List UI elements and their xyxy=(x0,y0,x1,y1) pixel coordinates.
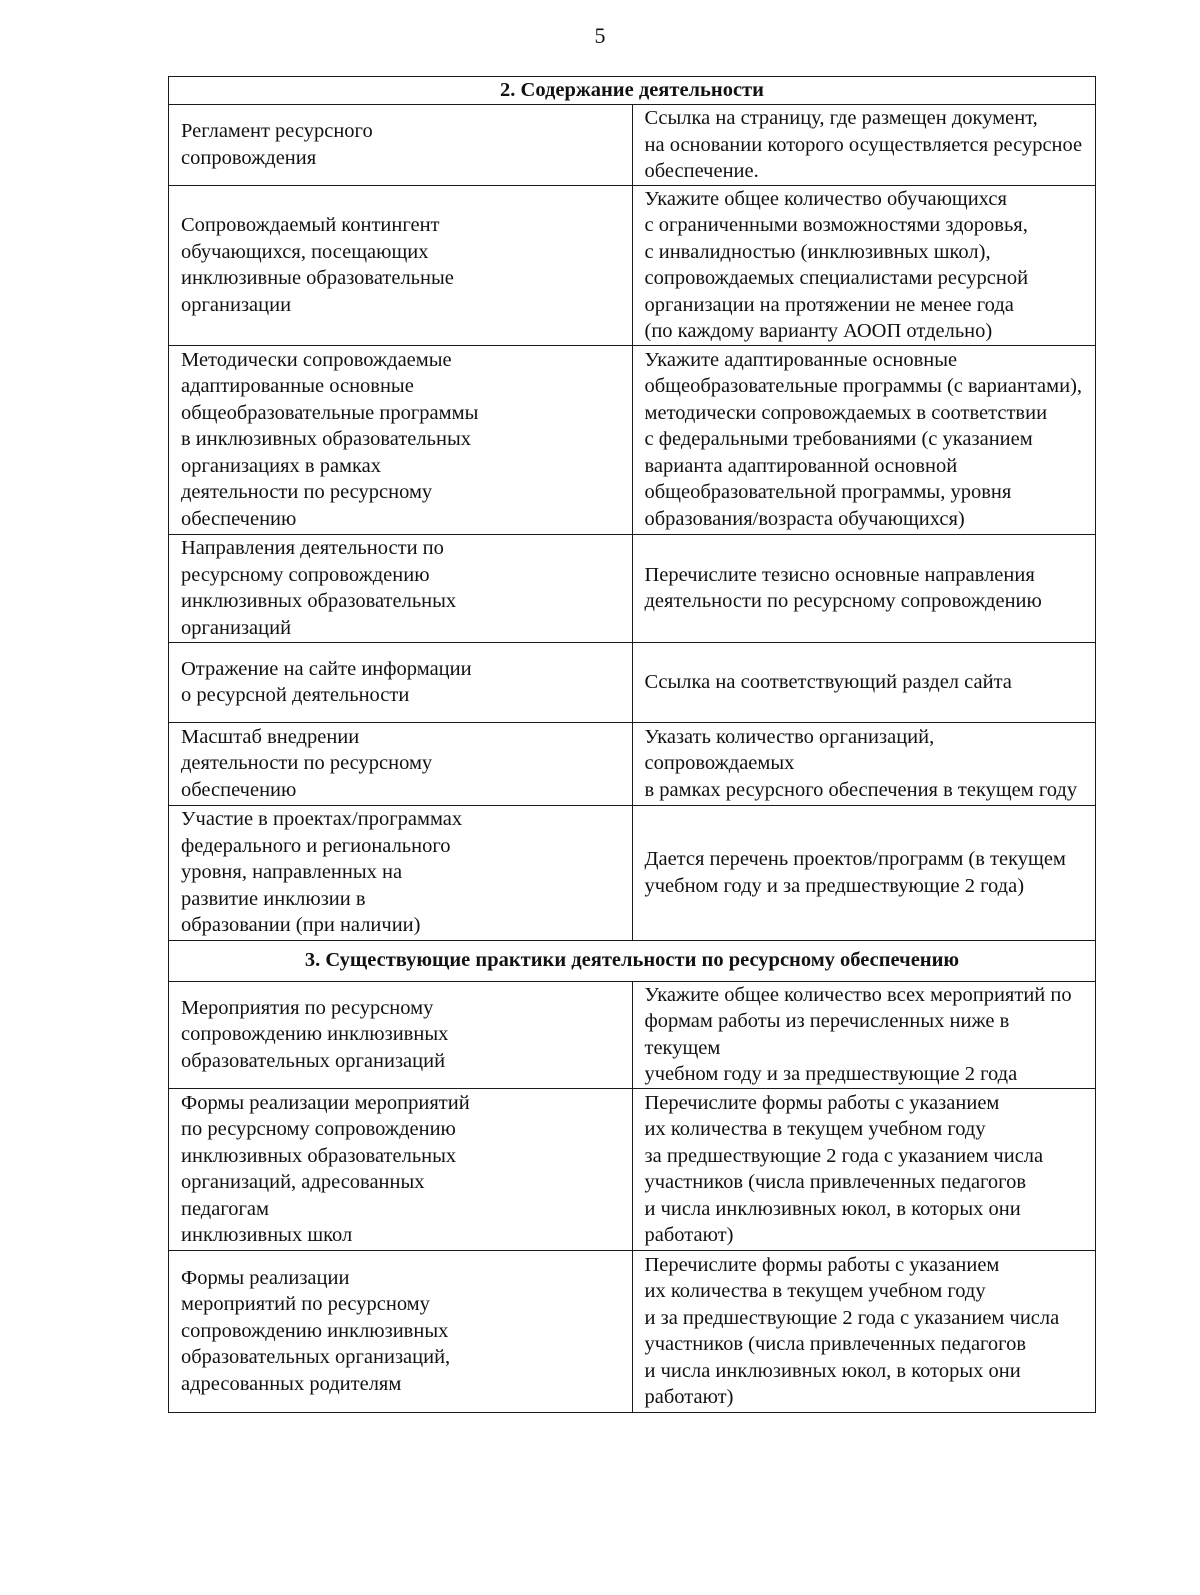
row-description: Перечислите формы работы с указанием их количества в текущем учебном году и за предшествующие 2 года с указанием числа участников (числа привлеченных педагогов и числа инклюзивных юкол, в которых они работают) xyxy=(632,1250,1096,1412)
table-row xyxy=(169,805,1096,940)
section-header-row xyxy=(169,77,1096,105)
table-row xyxy=(169,981,1096,1088)
table-row xyxy=(169,1250,1096,1412)
table-row xyxy=(169,534,1096,642)
row-description: Укажите общее количество всех мероприятий по формам работы из перечисленных ниже в текущем учебном году и за предшествующие 2 года xyxy=(632,981,1096,1088)
row-label: Направления деятельности по ресурсному сопровождению инклюзивных образовательных организаций xyxy=(169,534,633,642)
row-label: Методически сопровождаемые адаптированные основные общеобразовательные программы в инклюзивных образовательных организациях в рамках деятельности по ресурсному обеспечению xyxy=(169,345,633,534)
row-label: Регламент ресурсного сопровождения xyxy=(169,105,633,186)
section-title-practices: 3. Существующие практики деятельности по ресурсному обеспечению xyxy=(169,940,1096,981)
row-label: Масштаб внедрении деятельности по ресурсному обеспечению xyxy=(169,722,633,805)
table-row xyxy=(169,345,1096,534)
row-label: Формы реализации мероприятий по ресурсному сопровождению инклюзивных образовательных организаций, адресованных педагогам инклюзивных школ xyxy=(169,1088,633,1250)
row-label: Формы реализации мероприятий по ресурсному сопровождению инклюзивных образовательных организаций, адресованных родителям xyxy=(169,1250,633,1412)
row-description: Перечислите формы работы с указанием их количества в текущем учебном году за предшествующие 2 года с указанием числа участников (числа привлеченных педагогов и числа инклюзивных юкол, в которых они работают) xyxy=(632,1088,1096,1250)
row-description: Дается перечень проектов/программ (в текущем учебном году и за предшествующие 2 года) xyxy=(632,805,1096,940)
row-description: Укажите адаптированные основные общеобразовательные программы (с вариантами), методически сопровождаемых в соответствии с федеральными требованиями (с указанием варианта адаптированной основной общеобразовательной программы, уровня образования/возраста обучающихся) xyxy=(632,345,1096,534)
table-row xyxy=(169,642,1096,722)
row-description: Указать количество организаций, сопровождаемых в рамках ресурсного обеспечения в текущем году xyxy=(632,722,1096,805)
row-label: Сопровождаемый контингент обучающихся, посещающих инклюзивные образовательные организации xyxy=(169,185,633,345)
section-header-row xyxy=(169,940,1096,981)
table-row xyxy=(169,105,1096,186)
row-label: Отражение на сайте информации о ресурсной деятельности xyxy=(169,642,633,722)
row-description: Перечислите тезисно основные направления деятельности по ресурсному сопровождению xyxy=(632,534,1096,642)
row-label: Участие в проектах/программах федерального и регионального уровня, направленных на развитие инклюзии в образовании (при наличии) xyxy=(169,805,633,940)
row-label: Мероприятия по ресурсному сопровождению инклюзивных образовательных организаций xyxy=(169,981,633,1088)
table-row xyxy=(169,722,1096,805)
row-description: Ссылка на страницу, где размещен документ, на основании которого осуществляется ресурсное обеспечение. xyxy=(632,105,1096,186)
row-description: Укажите общее количество обучающихся с ограниченными возможностями здоровья, с инвалидностью (инклюзивных школ), сопровождаемых специалистами ресурсной организации на протяжении не менее года (по каждому варианту АООП отдельно) xyxy=(632,185,1096,345)
section-title-content: 2. Содержание деятельности xyxy=(169,77,1096,105)
page-number: 5 xyxy=(594,23,606,48)
row-description: Ссылка на соответствующий раздел сайта xyxy=(632,642,1096,722)
table-row xyxy=(169,185,1096,345)
table-row xyxy=(169,1088,1096,1250)
requirements-table xyxy=(168,76,1096,1413)
